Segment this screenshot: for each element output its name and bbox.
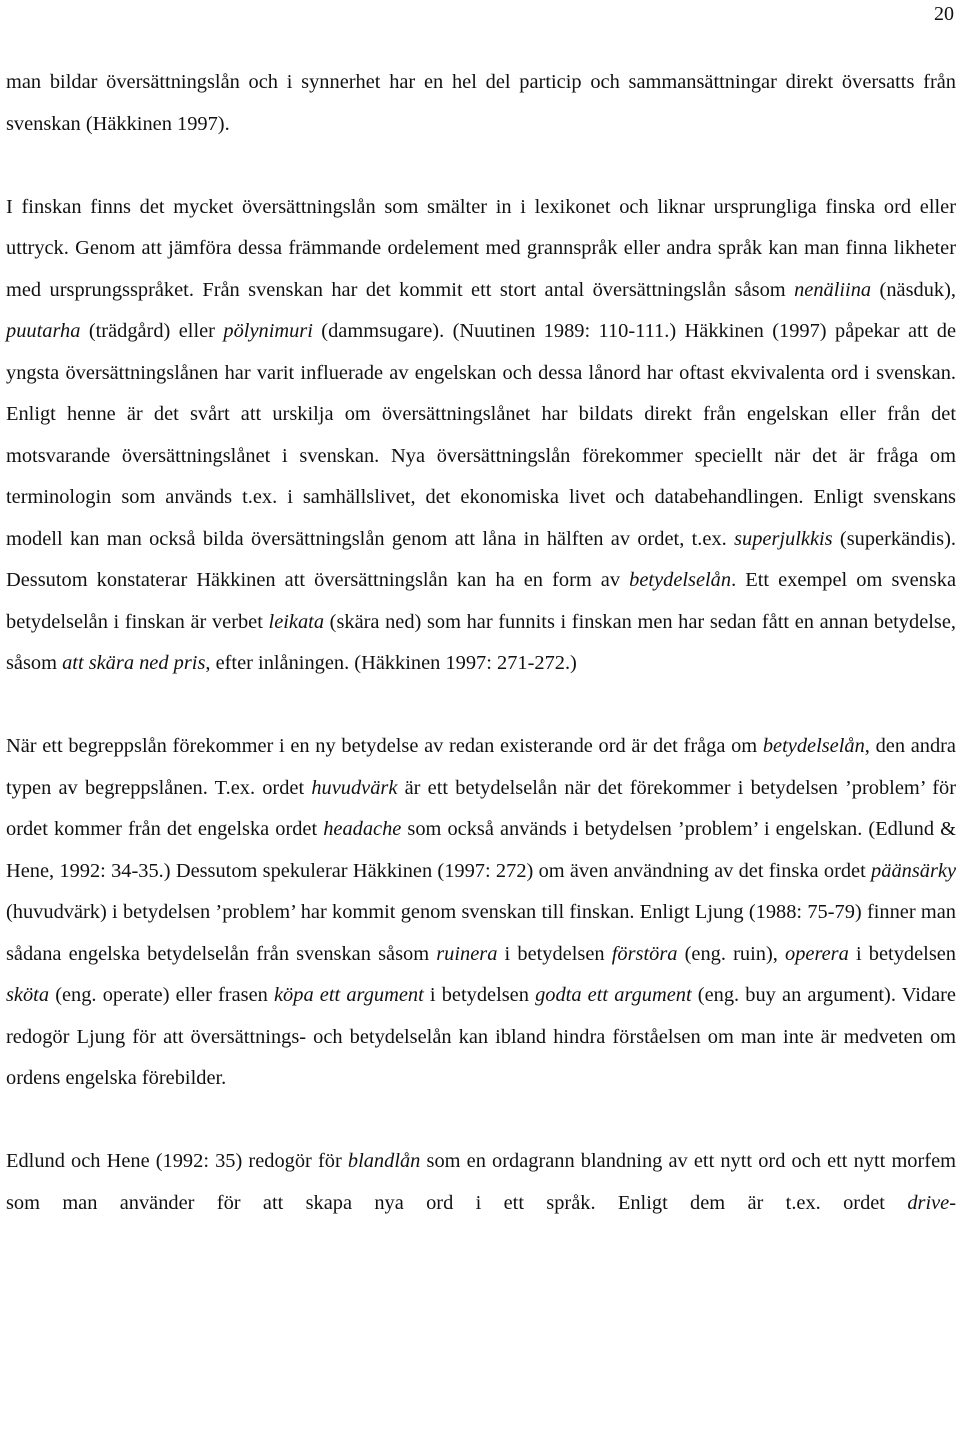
italic-term: headache bbox=[323, 818, 402, 840]
text-run: (trädgård) eller bbox=[80, 320, 224, 342]
text-run: , den andra typen av begreppslånen. T.ex. ordet bbox=[6, 735, 956, 799]
text-run: (skära ned) som har funnits i finskan men har sedan fått en annan betydelse, såsom bbox=[6, 610, 956, 674]
text-run: (eng. buy an argument). Vidare redogör Ljung för att översättnings- och betydelselån kan ibland hindra förståelsen om man inte är medveten om ordens engelska förebilder. bbox=[6, 984, 956, 1089]
text-run: , efter inlåningen. (Häkkinen 1997: 271-272.) bbox=[205, 652, 577, 674]
text-run: . Ett exempel om svenska betydelselån i finskan är verbet bbox=[6, 569, 956, 633]
text-run: i betydelsen bbox=[423, 984, 536, 1006]
text-run: som också används i betydelsen ’problem’ i engelskan. (Edlund & Hene, 1992: 34-35.) Dessutom spekulerar Häkkinen (1997: 272) om även användning av det finska ordet bbox=[6, 818, 956, 882]
italic-term: puutarha bbox=[6, 320, 81, 342]
text-run: (huvudvärk) i betydelsen ’problem’ har kommit genom svenskan till finskan. Enligt Ljung (1988: 75-79) finner man sådana engelska betydelselån från svenskan såsom bbox=[6, 901, 956, 965]
text-run: i betydelsen bbox=[848, 942, 957, 965]
text-run: är ett betydelselån när det förekommer i betydelsen ’problem’ för ordet kommer från det engelska ordet bbox=[6, 776, 956, 840]
text-run: När ett begreppslån förekommer i en ny betydelse av redan existerande ord är det fråga om bbox=[6, 735, 763, 757]
italic-term: att skära ned pris bbox=[62, 652, 206, 674]
italic-term: päänsärky bbox=[871, 859, 956, 882]
italic-term: superjulkkis bbox=[734, 527, 833, 550]
text-run: (eng. operate) eller frasen bbox=[49, 984, 274, 1006]
text-run: I finskan finns det mycket översättningslån som smälter in i lexikonet och liknar ursprungliga finska ord eller uttryck. Genom att jämföra dessa främmande ordelement med grannspråk eller andra språk kan man finna likheter med ursprungsspråket. Från svenskan har det kommit ett stort antal översättningslån såsom bbox=[6, 195, 956, 301]
text-run: (näsduk), bbox=[871, 278, 956, 301]
italic-term: godta ett argument bbox=[535, 984, 692, 1006]
text-run: (eng. ruin), bbox=[677, 942, 786, 965]
paragraph bbox=[6, 1141, 956, 1224]
text-run: som en ordagrann blandning av ett nytt ord och ett nytt morfem som man använder för att skapa nya ord i ett språk. Enligt dem är t.ex. ordet bbox=[6, 1150, 956, 1214]
italic-term: operera bbox=[785, 942, 849, 965]
paragraph bbox=[6, 187, 956, 685]
text-run: (dammsugare). (Nuutinen 1989: 110-111.) Häkkinen (1997) påpekar att de yngsta översättningslånen har varit influerade av engelskan och dessa lånord har oftast ekvivalenta ord i svenskan. Enligt henne är det svårt att urskilja om översättningslånet har bildats direkt från engelskan eller från det motsvarande översättningslånet i svenskan. Nya översättningslån förekommer speciellt när det är fråga om terminologin som används t.ex. i samhällslivet, det ekonomiska livet och databehandlingen. Enligt svenskans modell kan man också bilda översättningslån genom att låna in hälften av ordet, t.ex. bbox=[6, 320, 956, 550]
paragraph bbox=[6, 62, 956, 145]
italic-term: sköta bbox=[6, 984, 50, 1006]
italic-term: huvudvärk bbox=[311, 776, 398, 799]
page-number: 20 bbox=[934, 3, 954, 25]
text-run: i betydelsen bbox=[497, 942, 612, 965]
italic-term: pölynimuri bbox=[223, 320, 313, 342]
italic-term: leikata bbox=[268, 610, 325, 633]
italic-term: betydelselån bbox=[762, 735, 865, 757]
italic-term: blandlån bbox=[347, 1150, 421, 1172]
text-run: Edlund och Hene (1992: 35) redogör för bbox=[6, 1150, 348, 1172]
italic-term: betydelselån bbox=[629, 569, 732, 591]
text-run: man bildar översättningslån och i synnerhet har en hel del particip och sammansättningar direkt översatts från svenskan (Häkkinen 1997). bbox=[6, 71, 956, 135]
text-run: (superkändis). Dessutom konstaterar Häkkinen att översättningslån kan ha en form av bbox=[6, 527, 957, 591]
italic-term: förstöra bbox=[611, 942, 678, 965]
italic-term: köpa ett argument bbox=[274, 984, 424, 1006]
paragraph bbox=[6, 726, 956, 1100]
document-body bbox=[6, 62, 956, 1224]
italic-term: drive- bbox=[907, 1191, 956, 1214]
italic-term: ruinera bbox=[436, 942, 498, 965]
italic-term: nenäliina bbox=[794, 278, 872, 301]
